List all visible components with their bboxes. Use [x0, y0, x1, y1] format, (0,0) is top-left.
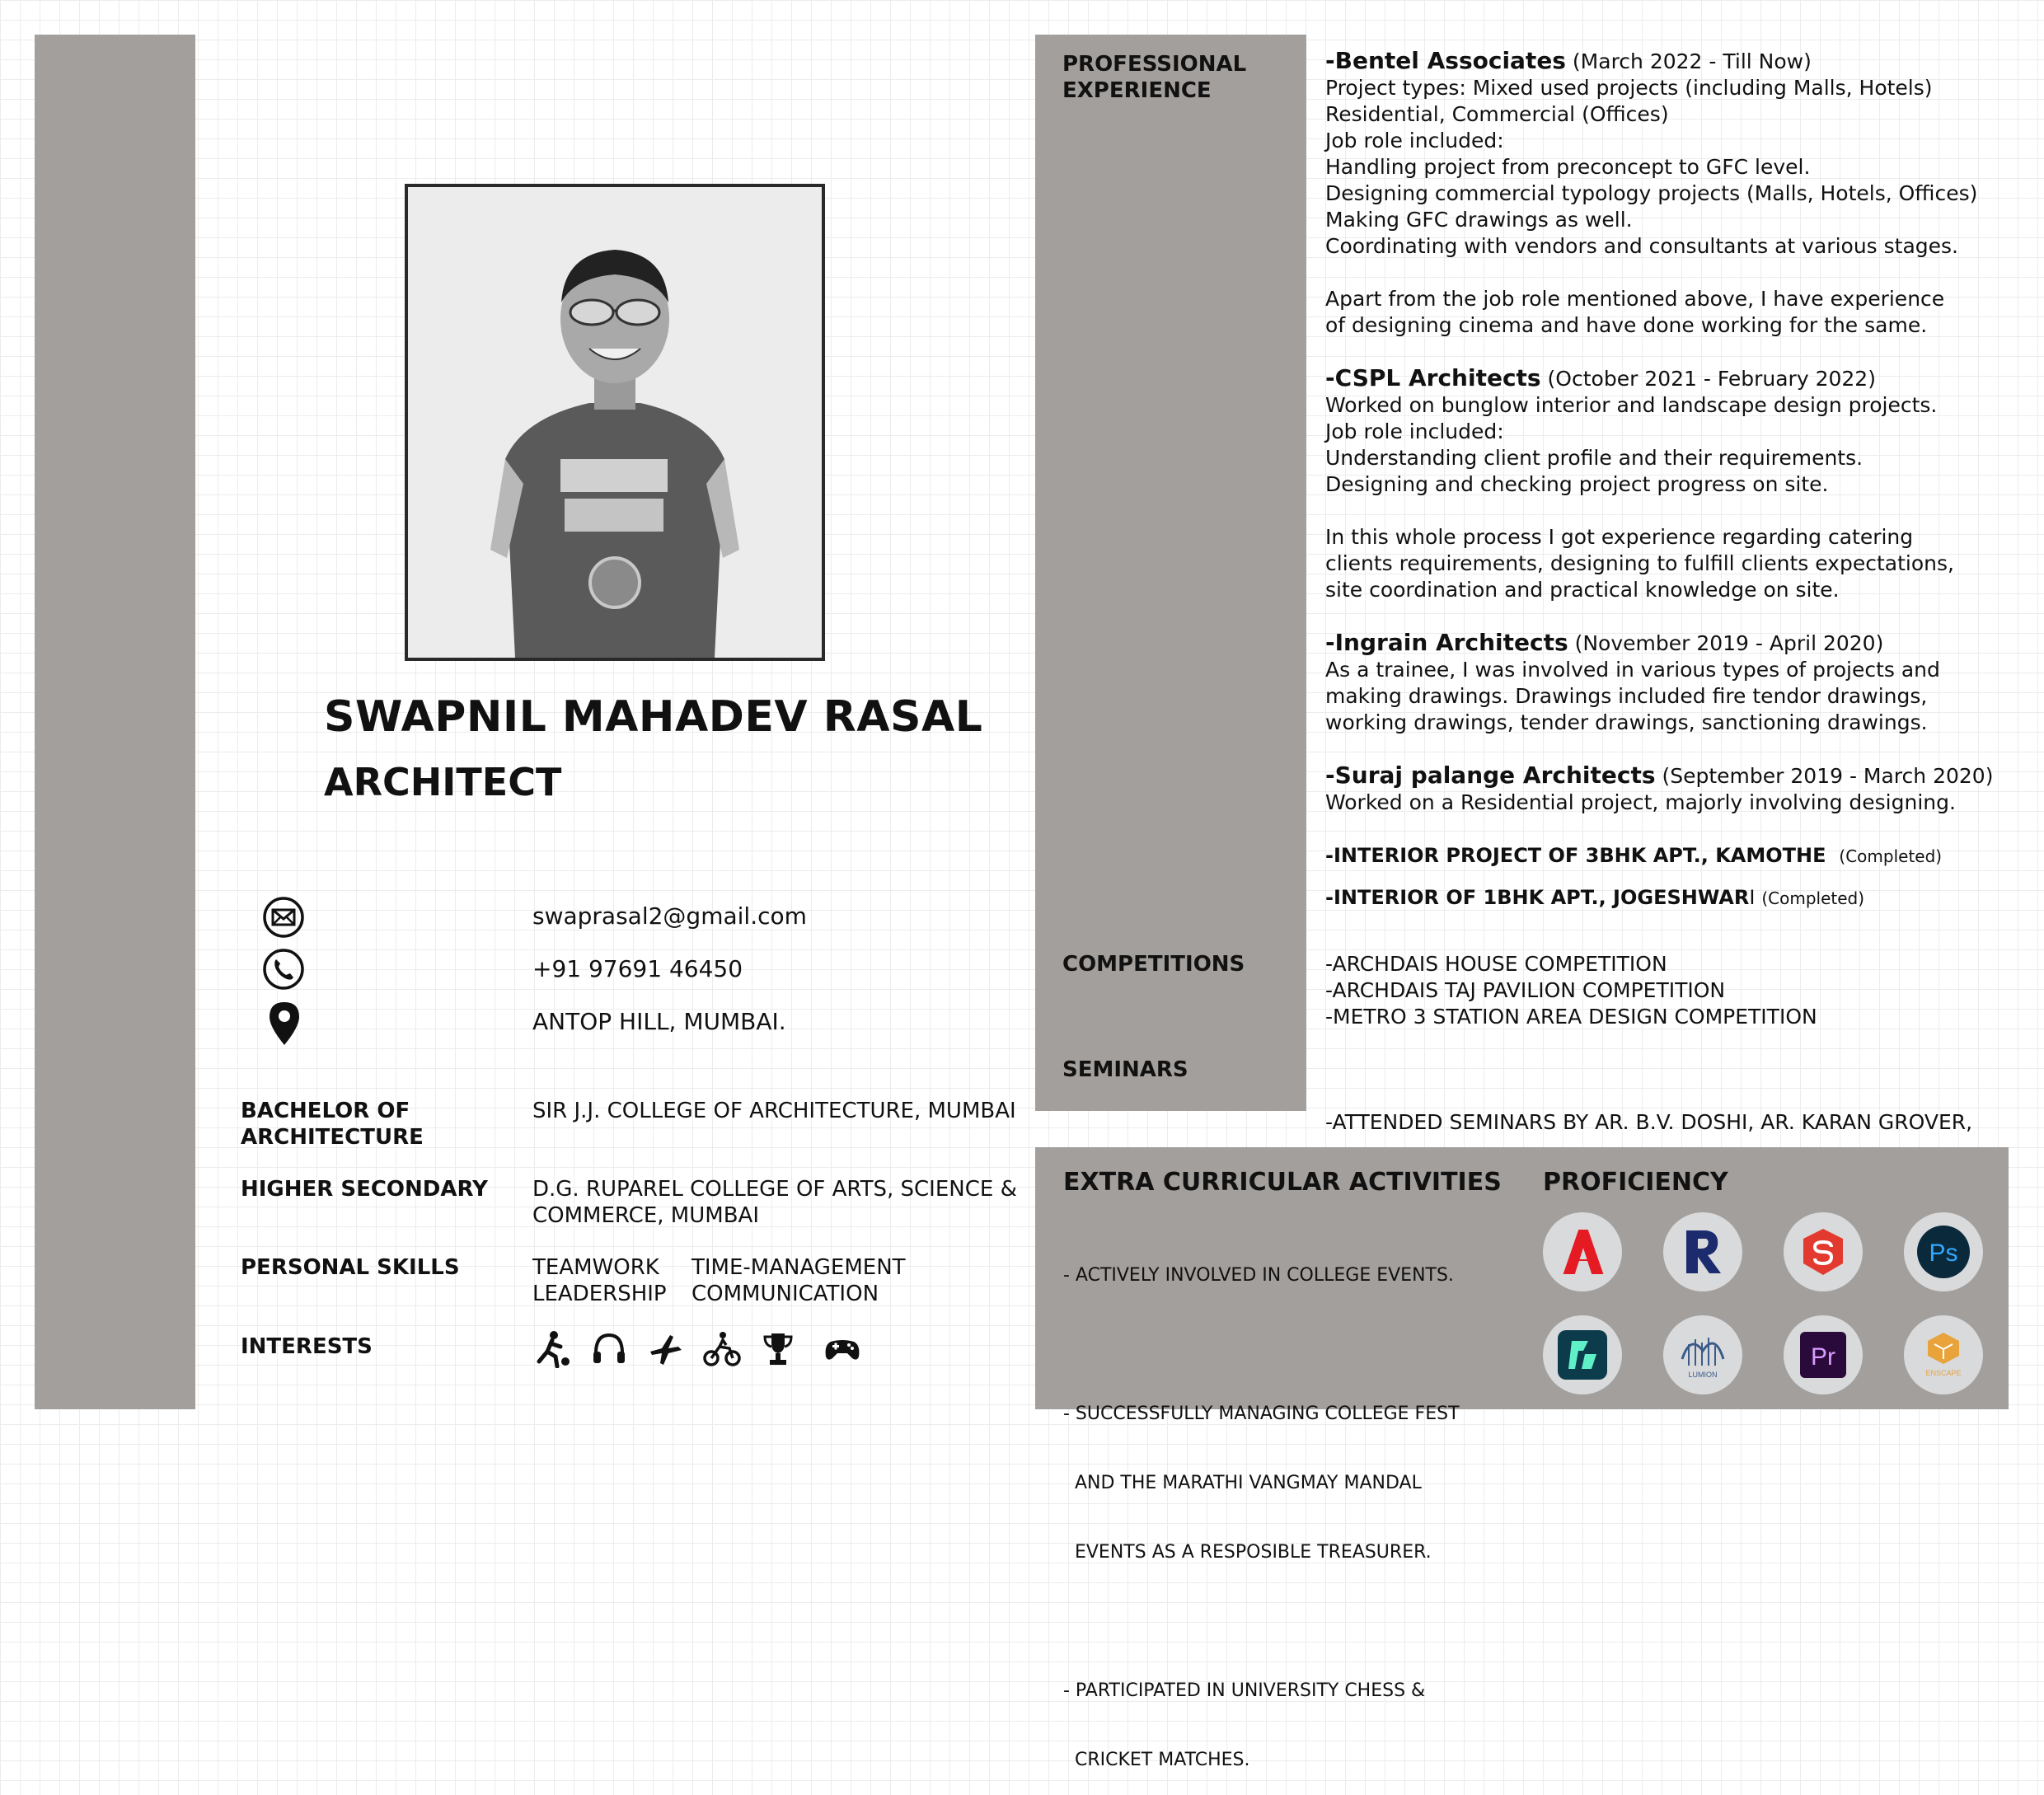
photoshop-label: Ps: [1929, 1240, 1958, 1267]
interests-label: INTERESTS: [241, 1334, 373, 1359]
activity-item: CRICKET MATCHES.: [1063, 1750, 1250, 1770]
person-portrait-image: [408, 187, 822, 658]
experience-line: Job role included:: [1325, 129, 1504, 152]
experience-label: PROFESSIONAL EXPERIENCE: [1062, 52, 1247, 103]
activity-item: - SUCCESSFULLY MANAGING COLLEGE FEST: [1063, 1404, 1460, 1424]
project-status: (Completed): [1761, 888, 1865, 908]
experience-line: Worked on a Residential project, majorly involving designing.: [1325, 790, 1956, 814]
profile-photo: [405, 184, 825, 661]
bachelor-value: SIR J.J. COLLEGE OF ARCHITECTURE, MUMBAI: [532, 1099, 1016, 1123]
lumion-label: LUMION: [1688, 1371, 1718, 1379]
seminar-line: -ATTENDED SEMINARS BY AR. B.V. DOSHI, AR. KARAN GROVER,: [1325, 1110, 1973, 1134]
competitions-list: [1325, 951, 2009, 1030]
experience-line: clients requirements, designing to fulfill clients expectations,: [1325, 551, 1954, 575]
hsc-label: HIGHER SECONDARY: [241, 1177, 488, 1202]
experience-line: making drawings. Drawings included fire tendor drawings,: [1325, 684, 1928, 708]
company-name: -Ingrain Architects: [1325, 629, 1568, 656]
experience-line: Understanding client profile and their requirements.: [1325, 446, 1864, 470]
competition-item: -METRO 3 STATION AREA DESIGN COMPETITION: [1325, 1005, 1817, 1029]
project-name: -INTERIOR OF 1BHK APT., JOGESHWAR: [1325, 886, 1750, 909]
experience-line: Designing commercial typology projects (Malls, Hotels, Offices): [1325, 181, 1978, 205]
enscape-icon: [1904, 1315, 1983, 1394]
project-name: -INTERIOR PROJECT OF 3BHK APT., KAMOTHE: [1325, 844, 1826, 867]
right-label-column: [1035, 35, 1306, 1111]
skill-item: TIME-MANAGEMENT: [691, 1255, 906, 1280]
skill-item: TEAMWORK: [532, 1255, 659, 1280]
address-value: ANTOP HILL, MUMBAI.: [532, 1008, 786, 1035]
airplane-icon: [645, 1329, 685, 1368]
headphones-icon: [589, 1329, 629, 1368]
company-name: -CSPL Architects: [1325, 364, 1541, 391]
experience-line: Project types: Mixed used projects (including Malls, Hotels): [1325, 76, 1933, 100]
job-title: ARCHITECT: [324, 760, 562, 804]
person-name: SWAPNIL MAHADEV RASAL: [324, 692, 983, 742]
skill-item: COMMUNICATION: [691, 1282, 879, 1306]
extra-curricular-title: EXTRA CURRICULAR ACTIVITIES: [1063, 1168, 1502, 1197]
filmora-icon: [1543, 1315, 1622, 1394]
company-dates: (March 2022 - Till Now): [1565, 49, 1812, 73]
trophy-icon: [758, 1329, 798, 1368]
revit-icon: [1663, 1212, 1742, 1291]
competition-item: -ARCHDAIS TAJ PAVILION COMPETITION: [1325, 978, 1726, 1002]
premiere-label: Pr: [1811, 1343, 1835, 1371]
seminars-label: SEMINARS: [1062, 1057, 1188, 1082]
bike-icon: [701, 1329, 741, 1368]
competitions-label: COMPETITIONS: [1062, 952, 1245, 977]
football-icon: [532, 1329, 572, 1368]
company-name: -Bentel Associates: [1325, 47, 1566, 74]
company-dates: (November 2019 - April 2020): [1568, 631, 1884, 655]
company-dates: (September 2019 - March 2020): [1655, 764, 1994, 788]
left-sidebar-strip: [35, 35, 195, 1409]
autocad-icon: [1543, 1212, 1622, 1291]
premiere-icon: [1784, 1315, 1863, 1394]
location-pin-icon: [268, 1001, 301, 1047]
phone-icon: [262, 948, 305, 991]
experience-line: As a trainee, I was involved in various types of projects and: [1325, 658, 1940, 682]
email-icon: [262, 896, 305, 939]
experience-line: Worked on bunglow interior and landscape design projects.: [1325, 393, 1938, 417]
enscape-label: ENSCAPE: [1925, 1369, 1962, 1377]
experience-line: Making GFC drawings as well.: [1325, 208, 1633, 232]
project-status: (Completed): [1839, 846, 1943, 866]
experience-line: Apart from the job role mentioned above, I have experience: [1325, 287, 1945, 311]
company-dates: (October 2021 - February 2022): [1540, 367, 1876, 391]
experience-line: Coordinating with vendors and consultants at various stages.: [1325, 234, 1959, 258]
competition-item: -ARCHDAIS HOUSE COMPETITION: [1325, 952, 1667, 976]
project-name-tail: I: [1749, 886, 1756, 909]
email-value: swaprasal2@gmail.com: [532, 902, 807, 930]
bachelor-label: BACHELOR OF ARCHITECTURE: [241, 1099, 424, 1150]
skills-label: PERSONAL SKILLS: [241, 1255, 460, 1280]
sketchup-icon: [1784, 1212, 1863, 1291]
experience-line: Job role included:: [1325, 419, 1504, 443]
lumion-icon: [1663, 1315, 1742, 1394]
experience-line: working drawings, tender drawings, sanctioning drawings.: [1325, 710, 1928, 734]
hsc-value: D.G. RUPAREL COLLEGE OF ARTS, SCIENCE & COMMERCE, MUMBAI: [532, 1177, 1017, 1228]
experience-line: Residential, Commercial (Offices): [1325, 102, 1669, 126]
experience-list: [1325, 48, 2009, 912]
experience-line: Handling project from preconcept to GFC level.: [1325, 155, 1811, 179]
extra-curricular-list: [1063, 1218, 1460, 1795]
activity-item: AND THE MARATHI VANGMAY MANDAL: [1063, 1473, 1422, 1493]
experience-line: site coordination and practical knowledge on site.: [1325, 578, 1840, 602]
experience-line: Designing and checking project progress on site.: [1325, 472, 1829, 496]
proficiency-title: PROFICIENCY: [1543, 1168, 1728, 1197]
company-name: -Suraj palange Architects: [1325, 762, 1656, 789]
experience-line: of designing cinema and have done working for the same.: [1325, 313, 1928, 337]
skill-item: LEADERSHIP: [532, 1282, 667, 1306]
activity-item: - PARTICIPATED IN UNIVERSITY CHESS &: [1063, 1680, 1426, 1701]
phone-value: +91 97691 46450: [532, 955, 743, 982]
experience-line: In this whole process I got experience regarding catering: [1325, 525, 1914, 549]
gamepad-icon: [823, 1329, 862, 1368]
photoshop-icon: [1904, 1212, 1983, 1291]
activity-item: - ACTIVELY INVOLVED IN COLLEGE EVENTS.: [1063, 1265, 1454, 1286]
activity-item: EVENTS AS A RESPOSIBLE TREASURER.: [1063, 1542, 1432, 1563]
